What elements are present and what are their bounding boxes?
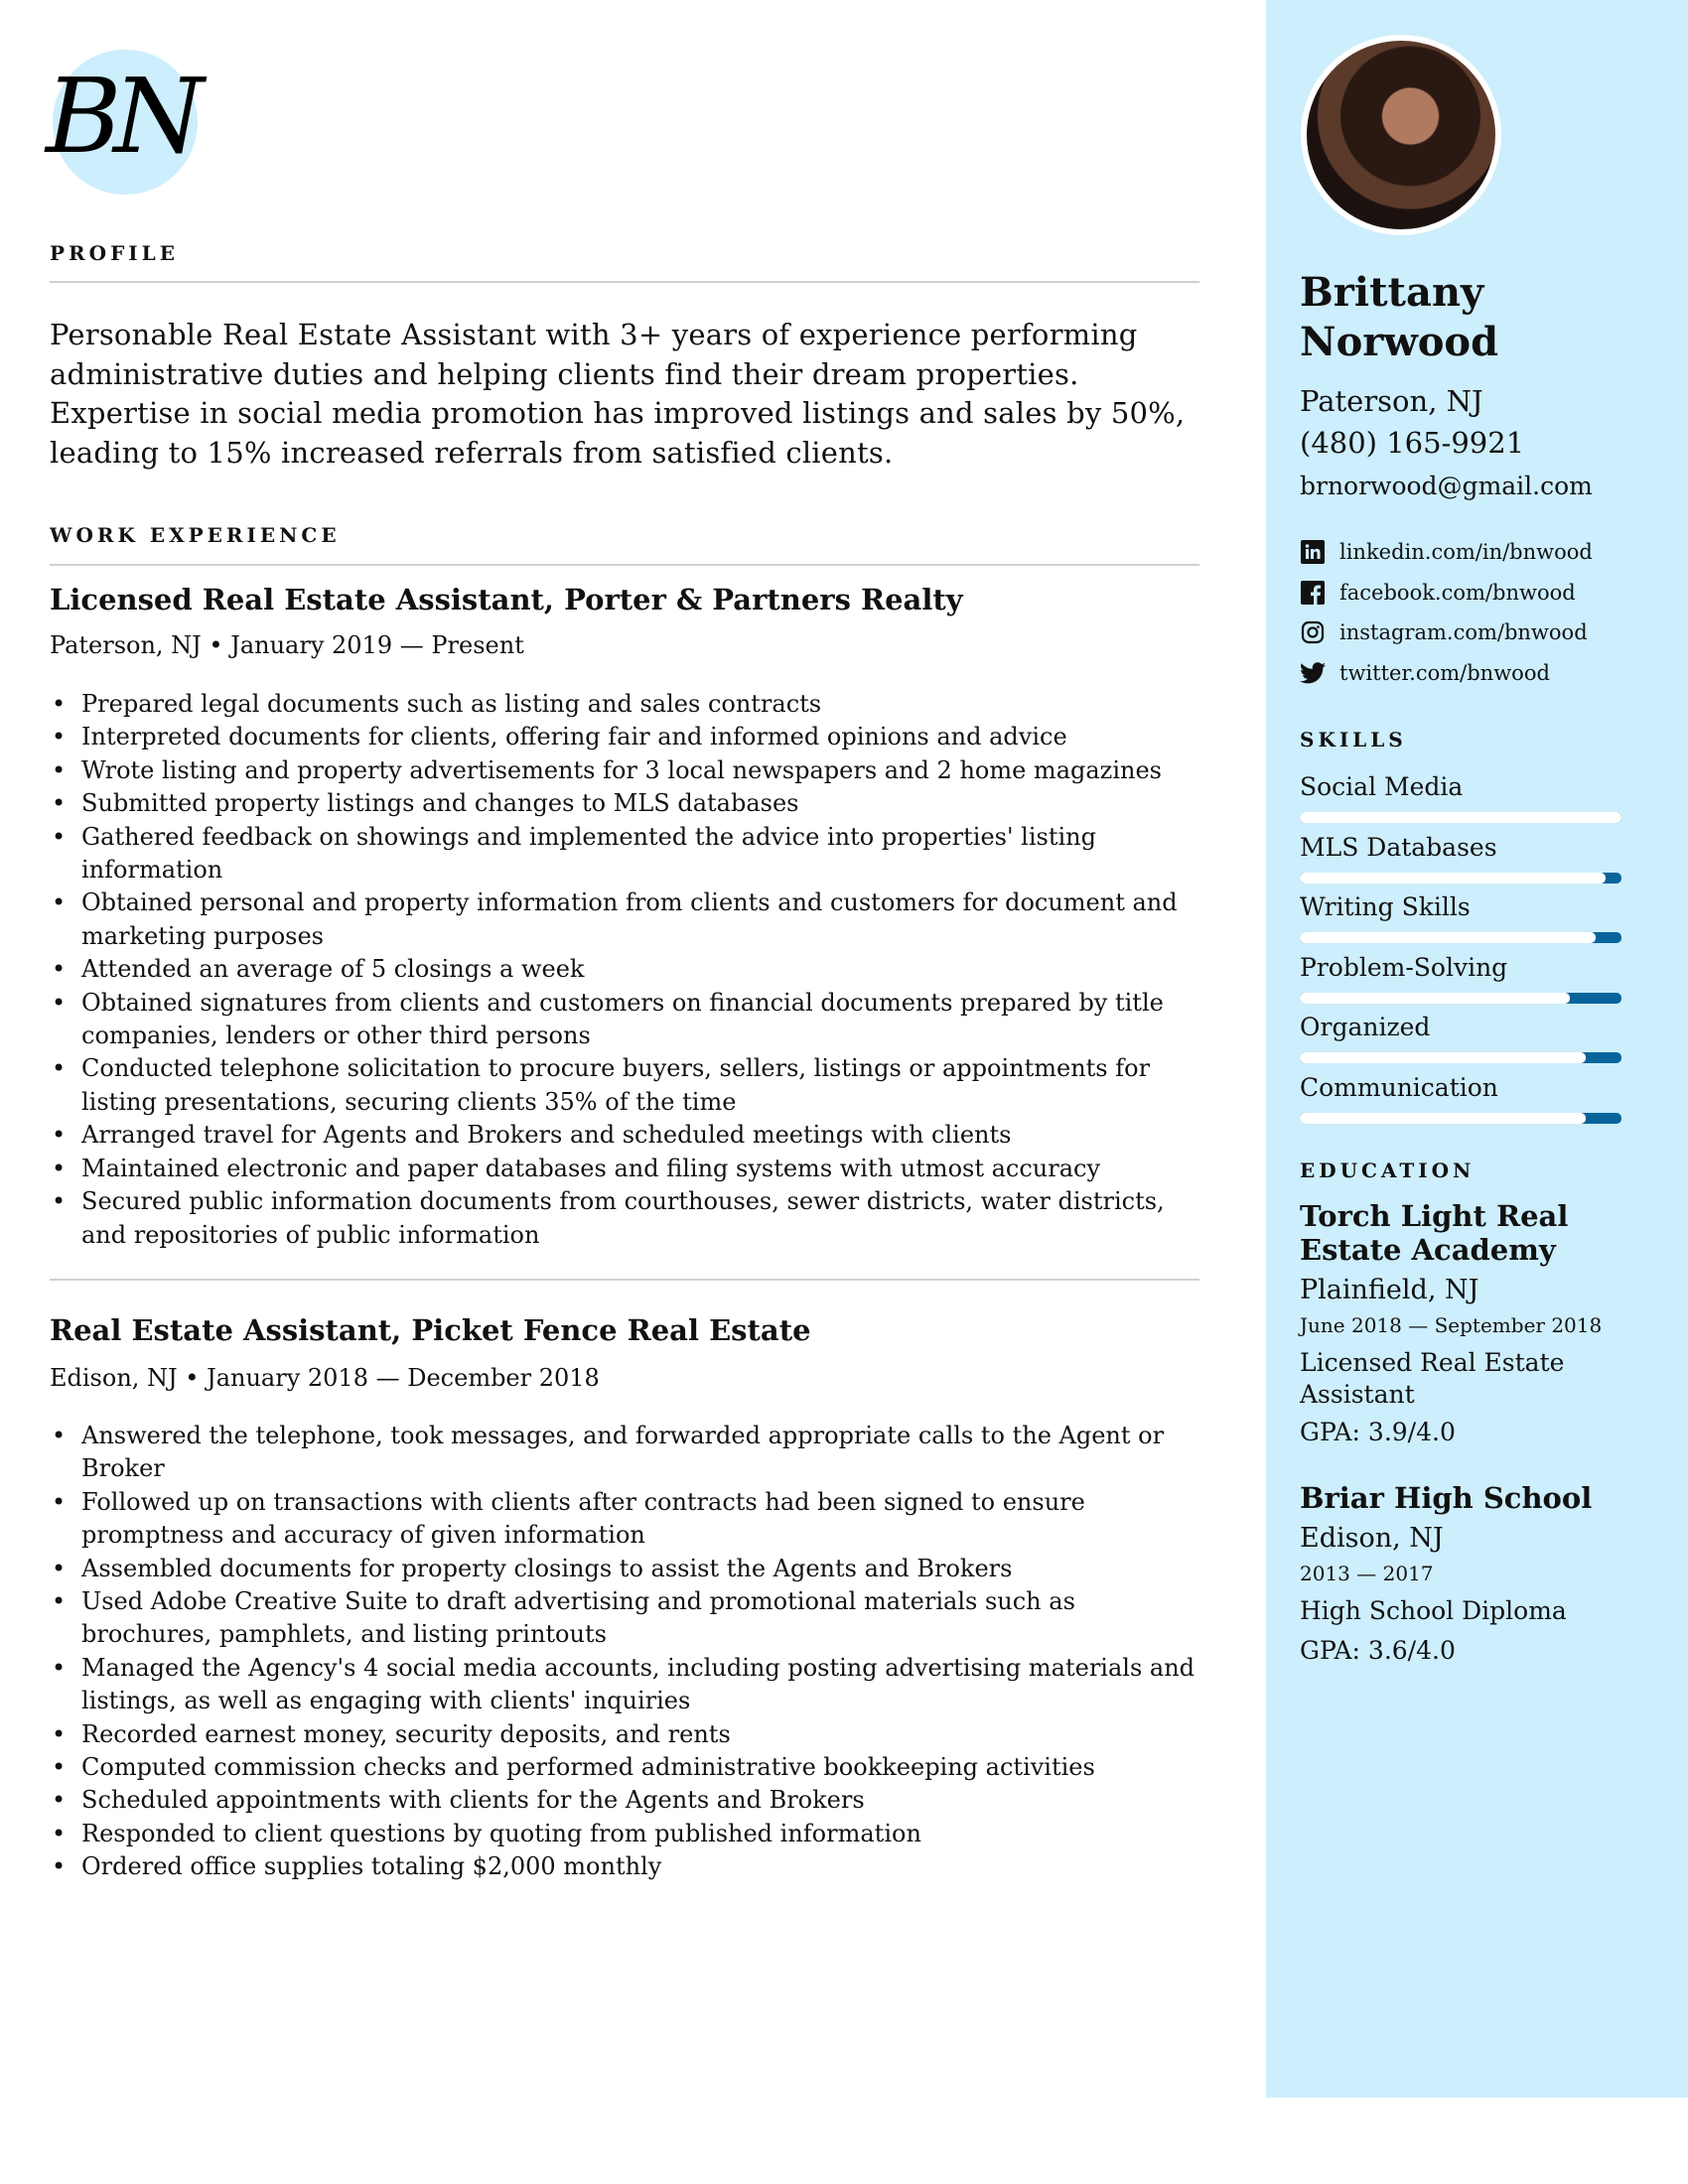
phone: (480) 165-9921 <box>1300 426 1525 460</box>
skill-bar <box>1300 993 1621 1004</box>
list-item: • Wrote listing and property advertisements for 3 local newspapers and 2 home magazines <box>50 754 1211 787</box>
job-bullets <box>50 1420 1211 1884</box>
job-meta: Edison, NJ • January 2018 — December 2018 <box>50 1364 600 1392</box>
skill-name: MLS Databases <box>1300 832 1497 862</box>
list-item: • Secured public information documents from courthouses, sewer districts, water districts, and repositories of public information <box>50 1185 1211 1252</box>
degree: High School Diploma <box>1300 1596 1567 1625</box>
link-text: linkedin.com/in/bnwood <box>1339 540 1593 564</box>
list-item: • Maintained electronic and paper databases and filing systems with utmost accuracy <box>50 1153 1211 1185</box>
divider <box>50 1279 1199 1281</box>
linkedin-link[interactable] <box>1300 539 1593 565</box>
list-item: • Responded to client questions by quoting from published information <box>50 1818 1211 1850</box>
first-name: Brittany <box>1300 269 1484 316</box>
skill-bar <box>1300 1113 1621 1124</box>
facebook-icon <box>1300 580 1326 606</box>
link-text: facebook.com/bnwood <box>1339 581 1576 605</box>
skill-item <box>1300 892 1621 943</box>
list-item: • Scheduled appointments with clients for the Agents and Brokers <box>50 1784 1211 1817</box>
twitter-icon <box>1300 660 1326 686</box>
skill-bar <box>1300 873 1621 884</box>
section-work-heading: WORK EXPERIENCE <box>50 523 341 547</box>
gpa: GPA: 3.9/4.0 <box>1300 1418 1456 1446</box>
list-item: • Computed commission checks and performed administrative bookkeeping activities <box>50 1751 1211 1784</box>
school-location: Edison, NJ <box>1300 1523 1444 1554</box>
list-item: • Gathered feedback on showings and implemented the advice into properties' listing information <box>50 821 1211 887</box>
list-item: • Recorded earnest money, security deposits, and rents <box>50 1718 1211 1751</box>
link-text: instagram.com/bnwood <box>1339 620 1588 644</box>
profile-summary: Personable Real Estate Assistant with 3+ years of experience performing administrative duties and helping clients find their dream properties. Expertise in social media promotion has improved listings and sales by 50%, leading to 15% increased referrals from satisfied clients. <box>50 318 1186 470</box>
skill-item <box>1300 833 1621 884</box>
list-item: • Managed the Agency's 4 social media accounts, including posting advertising materials and listings, as well as engaging with clients' inquiries <box>50 1652 1211 1718</box>
instagram-link[interactable] <box>1300 619 1588 645</box>
divider <box>50 564 1199 566</box>
skill-bar-fill <box>1300 993 1570 1004</box>
education-dates: 2013 — 2017 <box>1300 1562 1434 1585</box>
list-item: • Answered the telephone, took messages, and forwarded appropriate calls to the Agent or Broker <box>50 1420 1211 1486</box>
list-item: • Prepared legal documents such as listing and sales contracts <box>50 688 1211 721</box>
skill-bar <box>1300 1052 1621 1063</box>
twitter-link[interactable] <box>1300 660 1550 686</box>
job-title: Real Estate Assistant, Picket Fence Real Estate <box>50 1313 811 1347</box>
skill-bar-fill <box>1300 1113 1586 1124</box>
section-education-heading: EDUCATION <box>1300 1159 1476 1182</box>
skill-bar-fill <box>1300 932 1596 943</box>
list-item: • Assembled documents for property closings to assist the Agents and Brokers <box>50 1553 1211 1585</box>
education-dates: June 2018 — September 2018 <box>1300 1313 1603 1337</box>
skill-item <box>1300 772 1621 823</box>
skill-item <box>1300 953 1621 1004</box>
list-item: • Submitted property listings and changes to MLS databases <box>50 787 1211 820</box>
skill-bar-fill <box>1300 1052 1586 1063</box>
section-skills-heading: SKILLS <box>1300 728 1407 751</box>
skill-item <box>1300 1013 1621 1063</box>
skill-name: Communication <box>1300 1073 1498 1102</box>
facebook-link[interactable] <box>1300 580 1576 606</box>
link-text: twitter.com/bnwood <box>1339 661 1550 685</box>
school-name: Briar High School <box>1300 1481 1593 1515</box>
school-location: Plainfield, NJ <box>1300 1275 1479 1305</box>
skill-name: Writing Skills <box>1300 892 1471 922</box>
logo-initials: BN <box>46 56 197 177</box>
list-item: • Followed up on transactions with clients after contracts had been signed to ensure promptness and accuracy of given information <box>50 1486 1211 1553</box>
list-item: • Obtained personal and property information from clients and customers for document and marketing purposes <box>50 887 1211 953</box>
degree: Licensed Real Estate Assistant <box>1300 1348 1565 1409</box>
location: Paterson, NJ <box>1300 384 1483 418</box>
skill-bar-fill <box>1300 873 1606 884</box>
job-meta: Paterson, NJ • January 2019 — Present <box>50 631 524 659</box>
skill-bar <box>1300 932 1621 943</box>
skill-bar-fill <box>1300 812 1621 823</box>
list-item: • Attended an average of 5 closings a week <box>50 953 1211 986</box>
list-item: • Used Adobe Creative Suite to draft advertising and promotional materials such as brochures, pamphlets, and listing printouts <box>50 1585 1211 1652</box>
skill-name: Organized <box>1300 1013 1431 1042</box>
linkedin-icon <box>1300 539 1326 565</box>
candidate-name <box>1300 268 1498 367</box>
list-item: • Obtained signatures from clients and customers on financial documents prepared by title companies, lenders or other third persons <box>50 987 1211 1053</box>
list-item: • Conducted telephone solicitation to procure buyers, sellers, listings or appointments for listing presentations, securing clients 35% of the time <box>50 1052 1211 1119</box>
list-item: • Interpreted documents for clients, offering fair and informed opinions and advice <box>50 721 1211 753</box>
divider <box>50 281 1199 283</box>
skill-item <box>1300 1073 1621 1124</box>
list-item: • Ordered office supplies totaling $2,000 monthly <box>50 1850 1211 1883</box>
skill-name: Social Media <box>1300 772 1464 801</box>
list-item: • Arranged travel for Agents and Brokers and scheduled meetings with clients <box>50 1119 1211 1152</box>
gpa: GPA: 3.6/4.0 <box>1300 1636 1456 1665</box>
job-title: Licensed Real Estate Assistant, Porter & Partners Realty <box>50 583 963 616</box>
instagram-icon <box>1300 619 1326 645</box>
last-name: Norwood <box>1300 319 1499 365</box>
section-profile-heading: PROFILE <box>50 241 179 265</box>
skill-bar <box>1300 812 1621 823</box>
school-name: Torch Light Real Estate Academy <box>1300 1199 1569 1267</box>
skill-name: Problem-Solving <box>1300 952 1508 982</box>
job-bullets <box>50 688 1211 1252</box>
email[interactable]: brnorwood@gmail.com <box>1300 472 1593 500</box>
profile-photo <box>1301 35 1501 235</box>
